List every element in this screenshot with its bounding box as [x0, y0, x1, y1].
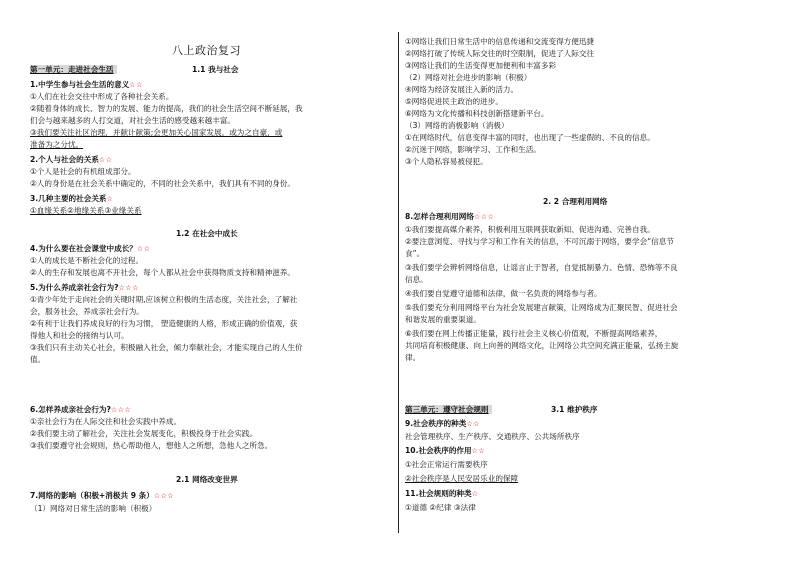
q8-item-1: ①我们要提高媒介素养，积极利用互联网获取新知、促进沟通、完善自我。 [405, 225, 655, 234]
r-item-2: ②网络打破了传统人际交往的时空限制，促进了人际交往 [405, 49, 595, 58]
q11-item-1: ①道德 ②纪律 ③法律 [405, 503, 476, 512]
q3-heading [30, 193, 113, 205]
q10-heading [405, 445, 485, 457]
q10-item-2: ②社会秩序是人民安居乐业的保障 [405, 474, 519, 483]
q3-text: 3.几种主要的社会关系 [30, 194, 107, 203]
star-rating: ☆ [471, 490, 479, 498]
r-item-9: ①在网络时代，信息变得丰富的同时，也出现了一些虚假的、不良的信息。 [405, 133, 655, 142]
star-rating: ☆☆☆ [118, 284, 139, 292]
q2-heading [30, 154, 112, 166]
q2-item-2: ②人的身份是在社会关系中确定的，不同的社会关系中，我们具有不同的身份。 [30, 179, 295, 188]
q8-item-2b: 食”。 [405, 249, 425, 258]
section-3-1: 3.1 维护秩序 [551, 405, 598, 414]
q4-item-2: ②人的生存和发展也离不开社会，每个人都从社会中获得物质支持和精神滋养。 [30, 268, 295, 277]
r-item-10: ②沉迷于网络，影响学习、工作和生活。 [405, 145, 541, 154]
q8-item-5b: 和谐发展的重要渠道。 [405, 315, 481, 324]
star-rating: ☆☆☆ [473, 213, 495, 221]
q6-item-2: ②我们要主动了解社会，关注社会发展变化，积极投身于社会实践。 [30, 429, 258, 438]
q6-item-3: ③我们要遵守社会规则，热心帮助他人，想他人之所想，急他人之所急。 [30, 441, 273, 450]
r-item-4: （2）网络对社会进步的影响（积极） [405, 73, 532, 82]
unit3-row [405, 404, 492, 415]
star-rating: ☆☆ [466, 420, 480, 428]
unit3-heading: 第三单元：遵守社会规则 [405, 405, 492, 414]
q8-item-6b: 共同培育积极健康、向上向善的网络文化，让网络公共空间充满正能量，弘扬主旋 [405, 341, 679, 350]
left-column [30, 0, 392, 561]
q4-item-1: ①人的成长是不断社会化的过程。 [30, 256, 144, 265]
r-item-11: ③个人隐私容易被侵犯。 [405, 157, 488, 166]
r-item-1: ①网络让我们日常生活中的信息传递和交流变得方便迅捷 [405, 37, 595, 46]
q5-item-2b: 得他人和社会的接纳与认可。 [30, 331, 129, 340]
q1-item-2a: ②随着身体的成长、智力的发展、能力的提高，我们的社会生活空间不断延展，我 [30, 104, 303, 113]
q5-item-1a: ①青少年处于走向社会的关键时期,应该树立积极的生活态度，关注社会，了解社 [30, 295, 298, 304]
q7-subheading: （1）网络对日常生活的影响（积极） [30, 504, 157, 513]
q8-item-3b: 信息。 [405, 275, 428, 284]
q7-text: 7.网络的影响（积极+消极共 9 条） [30, 491, 154, 500]
r-item-5: ④网络为经济发展注入新的活力。 [405, 85, 519, 94]
q8-item-4: ④我们要自觉遵守道德和法律，做一名负责的网络参与者。 [405, 289, 602, 298]
q8-item-5a: ⑤我们要充分利用网络平台为社会发展建言献策，让网络成为汇聚民智、促进社会 [405, 303, 678, 312]
q1-item-3a: ③我们要关注社区治理，并献计献策;会更加关心国家发展，或为之自豪，或 [30, 128, 283, 137]
q9-item-1: 社会管理秩序、生产秩序、交通秩序、公共场所秩序 [405, 432, 580, 441]
right-column [405, 0, 767, 561]
q6-text: 6.怎样养成亲社会行为? [30, 405, 111, 414]
q5-heading [30, 282, 139, 294]
unit1-heading: 第一单元：走进社会生活 [30, 65, 117, 74]
q4-heading [30, 243, 150, 255]
column-divider [398, 32, 399, 533]
r-item-8: （3）网络的消极影响（消极） [405, 121, 509, 130]
q5-item-1b: 会，服务社会，养成亲社会行为。 [30, 307, 144, 316]
q5-item-3b: 值。 [30, 355, 46, 364]
q2-item-1: ①个人是社会的有机组成部分。 [30, 167, 136, 176]
star-rating: ☆☆ [129, 81, 143, 89]
r-item-6: ⑤网络促进民主政治的进步。 [405, 97, 503, 106]
q5-item-2a: ②有利于让我们养成良好的行为习惯， 塑造健康的人格，形成正确的价值观，获 [30, 319, 298, 328]
q10-item-1: ①社会正常运行需要秩序 [405, 460, 488, 469]
unit1-row [30, 64, 117, 75]
section-2-2: 2. 2 合理利用网络 [543, 197, 608, 206]
q8-item-2a: ②要注意浏览、寻找与学习和工作有关的信息，不可沉溺于网络，要学会“信息节 [405, 237, 674, 246]
q11-text: 11.社会规则的种类 [405, 489, 472, 498]
section-1-2: 1.2 在社会中成长 [176, 229, 238, 238]
r-item-7: ⑥网络为文化传播和科技创新搭建新平台。 [405, 109, 549, 118]
star-rating: ☆☆ [136, 245, 151, 253]
q5-text: 5.为什么养成亲社会行为? [30, 283, 119, 292]
star-rating: ☆☆ [471, 447, 486, 455]
q10-text: 10.社会秩序的作用 [405, 446, 472, 455]
star-rating: ☆☆☆ [110, 406, 132, 414]
section-1-1: 1.1 我与社会 [192, 65, 239, 74]
star-rating: ☆ [106, 195, 114, 203]
q5-item-3a: ③我们只有主动关心社会，积极融入社会，倾力奉献社会，才能实现自己的人生价 [30, 343, 303, 352]
q9-text: 9.社会秩序的种类 [405, 419, 467, 428]
q1-text: 1.中学生参与社会生活的意义 [30, 80, 130, 89]
q6-heading [30, 404, 131, 416]
q8-heading [405, 211, 494, 223]
q8-item-3a: ③我们要学会辨析网络信息，让谣言止于智者，自觉抵制暴力、色情、恐怖等不良 [405, 263, 678, 272]
q1-item-2b: 们会与越来越多的人打交道，对社会生活的感受越来越丰富。 [30, 116, 236, 125]
q6-item-1: ①亲社会行为在人际交往和社会实践中养成。 [30, 417, 182, 426]
q4-text: 4.为什么要在社会课堂中成长？ [30, 244, 137, 253]
q1-heading [30, 79, 143, 91]
page-title: 八上政治复习 [172, 44, 241, 57]
q1-item-3b: 准备为之分忧。 [30, 140, 84, 149]
q1-item-1: ①人们在社会交往中形成了各种社会关系。 [30, 92, 174, 101]
q7-heading [30, 490, 174, 502]
q11-heading [405, 488, 478, 500]
q3-item-1: ①血缘关系②地缘关系③业缘关系 [30, 206, 142, 215]
q8-item-6a: ⑥我们要在网上传播正能量，践行社会主义核心价值观，不断提高网络素养， [405, 329, 663, 338]
star-rating: ☆☆☆ [153, 492, 175, 500]
r-item-3: ③网络让我们的生活变得更加便利和丰富多彩 [405, 61, 557, 70]
q8-text: 8.怎样合理利用网络 [405, 212, 474, 221]
q8-item-6c: 律。 [405, 353, 421, 362]
q2-text: 2.个人与社会的关系 [30, 155, 99, 164]
q9-heading [405, 418, 480, 430]
star-rating: ☆☆ [98, 156, 113, 164]
section-2-1: 2.1 网络改变世界 [176, 475, 238, 484]
